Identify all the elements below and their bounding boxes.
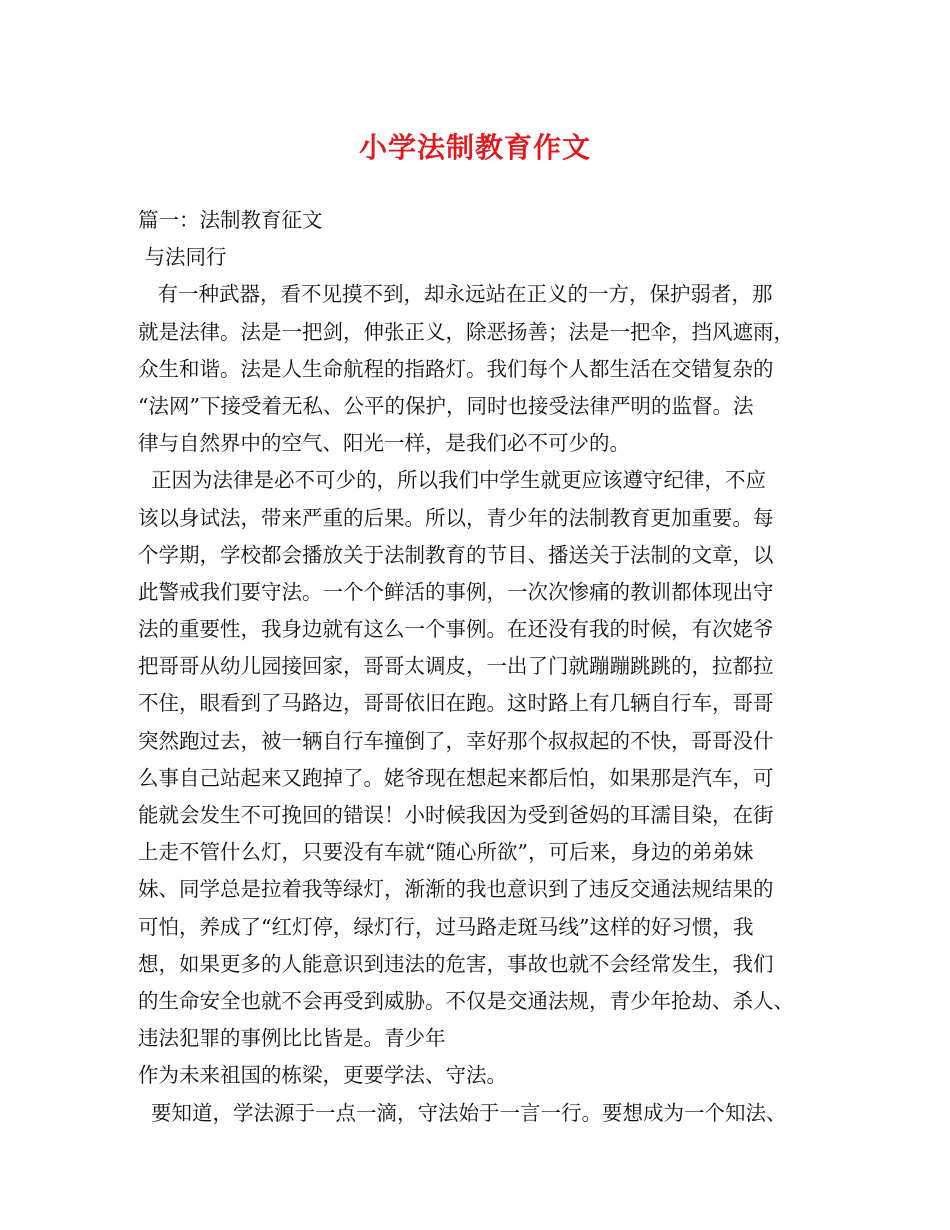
- text-line: “法网”下接受着无私、公平的保护，同时也接受法律严明的监督。法: [138, 393, 754, 418]
- text-line: 可怕，养成了“红灯停，绿灯行，过马路走斑马线”这样的好习惯，我: [138, 914, 754, 939]
- text-line: 正因为法律是必不可少的，所以我们中学生就更应该遵守纪律，不应: [138, 468, 767, 493]
- text-line: 想，如果更多的人能意识到违法的危害，事故也就不会经常发生，我们: [138, 951, 774, 976]
- text-line: 有一种武器，看不见摸不到，却永远站在正义的一方，保护弱者，那: [138, 282, 773, 307]
- text-line: 么事自己站起来又跑掉了。姥爷现在想起来都后怕，如果那是汽车，可: [138, 765, 774, 790]
- text-line: 作为未来祖国的栋梁，更要学法、守法。: [138, 1063, 507, 1088]
- text-line: 的生命安全也就不会再受到威胁。不仅是交通法规，青少年抢劫、杀人、: [138, 988, 794, 1013]
- text-line: 篇一：法制教育征文: [138, 208, 323, 232]
- text-line: 律与自然界中的空气、阳光一样，是我们必不可少的。: [138, 431, 630, 456]
- text-line: 与法同行: [138, 245, 227, 270]
- text-line: 法的重要性，我身边就有这么一个事例。在还没有我的时候，有次姥爷: [138, 617, 774, 642]
- text-line: 就是法律。法是一把剑，伸张正义，除恶扬善；法是一把伞，挡风遮雨，: [138, 319, 794, 344]
- text-line: 要知道，学法源于一点一滴，守法始于一言一行。要想成为一个知法、: [138, 1100, 787, 1125]
- text-line: 该以身试法，带来严重的后果。所以，青少年的法制教育更加重要。每: [138, 505, 774, 530]
- document-body: [138, 202, 828, 1132]
- text-line: 上走不管什么灯，只要没有车就“随心所欲”，可后来，身边的弟弟妹: [138, 840, 754, 865]
- text-line: 违法犯罪的事例比比皆是。青少年: [138, 1026, 446, 1051]
- text-line: 此警戒我们要守法。一个个鲜活的事例，一次次惨痛的教训都体现出守: [138, 579, 774, 604]
- text-line: 个学期，学校都会播放关于法制教育的节目、播送关于法制的文章，以: [138, 542, 774, 567]
- text-line: 能就会发生不可挽回的错误！小时候我因为受到爸妈的耳濡目染，在街: [138, 803, 774, 827]
- document-title: 小学法制教育作文: [358, 131, 591, 164]
- text-line: 众生和谐。法是人生命航程的指路灯。我们每个人都生活在交错复杂的: [138, 356, 774, 381]
- text-line: 把哥哥从幼儿园接回家，哥哥太调皮，一出了门就蹦蹦跳跳的，拉都拉: [138, 654, 774, 679]
- text-line: 突然跑过去，被一辆自行车撞倒了，幸好那个叔叔起的不快，哥哥没什: [138, 728, 774, 753]
- text-line: 不住，眼看到了马路边，哥哥依旧在跑。这时路上有几辆自行车，哥哥: [138, 691, 774, 716]
- text-line: 妹、同学总是拉着我等绿灯，渐渐的我也意识到了违反交通法规结果的: [138, 877, 774, 902]
